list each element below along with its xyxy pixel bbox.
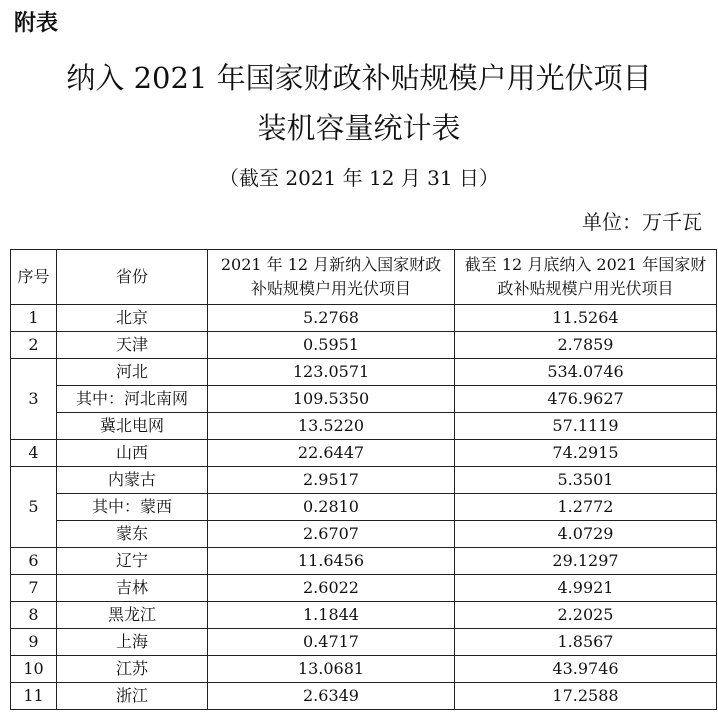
seq-cell: 4 xyxy=(11,440,57,467)
header-new-december xyxy=(208,250,455,305)
cumulative-cell: 74.2915 xyxy=(455,440,717,467)
table-row xyxy=(11,467,717,494)
new-december-cell: 2.6022 xyxy=(208,575,455,602)
province-cell: 其中：蒙西 xyxy=(57,494,208,521)
seq-cell: 7 xyxy=(11,575,57,602)
seq-cell: 11 xyxy=(11,683,57,710)
province-cell: 黑龙江 xyxy=(57,602,208,629)
cumulative-cell: 17.2588 xyxy=(455,683,717,710)
province-cell: 江苏 xyxy=(57,656,208,683)
new-december-cell: 123.0571 xyxy=(208,359,455,386)
cumulative-cell: 5.3501 xyxy=(455,467,717,494)
cumulative-cell: 1.8567 xyxy=(455,629,717,656)
seq-cell: 9 xyxy=(11,629,57,656)
appendix-label: 附表 xyxy=(14,11,59,36)
table-row xyxy=(11,575,717,602)
header-cumulative-line1: 截至 12 月底纳入 2021 年国家财 xyxy=(464,255,707,274)
new-december-cell: 109.5350 xyxy=(208,386,455,413)
province-cell: 上海 xyxy=(57,629,208,656)
capacity-table xyxy=(10,249,717,710)
table-row xyxy=(11,305,717,332)
table-row xyxy=(11,656,717,683)
cumulative-cell: 476.9627 xyxy=(455,386,717,413)
province-cell: 山西 xyxy=(57,440,208,467)
header-new-december-line1: 2021 年 12 月新纳入国家财政 xyxy=(220,255,442,274)
province-cell: 其中：河北南网 xyxy=(57,386,208,413)
new-december-cell: 0.2810 xyxy=(208,494,455,521)
new-december-cell: 2.6349 xyxy=(208,683,455,710)
cumulative-cell: 4.9921 xyxy=(455,575,717,602)
new-december-cell: 2.6707 xyxy=(208,521,455,548)
new-december-cell: 5.2768 xyxy=(208,305,455,332)
table-row xyxy=(11,494,717,521)
province-cell: 北京 xyxy=(57,305,208,332)
cumulative-cell: 29.1297 xyxy=(455,548,717,575)
province-cell: 浙江 xyxy=(57,683,208,710)
new-december-cell: 1.1844 xyxy=(208,602,455,629)
seq-cell: 2 xyxy=(11,332,57,359)
cumulative-cell: 2.2025 xyxy=(455,602,717,629)
unit-label: 单位：万千瓦 xyxy=(582,210,702,234)
table-row xyxy=(11,548,717,575)
province-cell: 辽宁 xyxy=(57,548,208,575)
table-header-row xyxy=(11,250,717,305)
province-cell: 蒙东 xyxy=(57,521,208,548)
table-row xyxy=(11,521,717,548)
province-cell: 天津 xyxy=(57,332,208,359)
table-row xyxy=(11,332,717,359)
new-december-cell: 22.6447 xyxy=(208,440,455,467)
new-december-cell: 13.5220 xyxy=(208,413,455,440)
table-row xyxy=(11,386,717,413)
table-row xyxy=(11,413,717,440)
table-row xyxy=(11,602,717,629)
header-new-december-line2: 补贴规模户用光伏项目 xyxy=(250,279,411,298)
table-row xyxy=(11,359,717,386)
seq-cell: 10 xyxy=(11,656,57,683)
header-cumulative-line2: 政补贴规模户用光伏项目 xyxy=(497,279,674,298)
table-row xyxy=(11,683,717,710)
new-december-cell: 13.0681 xyxy=(208,656,455,683)
province-cell: 冀北电网 xyxy=(57,413,208,440)
table-row xyxy=(11,440,717,467)
new-december-cell: 0.4717 xyxy=(208,629,455,656)
cumulative-cell: 57.1119 xyxy=(455,413,717,440)
seq-cell: 6 xyxy=(11,548,57,575)
title-line-1: 纳入 2021 年国家财政补贴规模户用光伏项目 xyxy=(66,61,652,95)
province-cell: 吉林 xyxy=(57,575,208,602)
seq-cell: 8 xyxy=(11,602,57,629)
new-december-cell: 0.5951 xyxy=(208,332,455,359)
seq-cell: 1 xyxy=(11,305,57,332)
new-december-cell: 11.6456 xyxy=(208,548,455,575)
subtitle-date: （截至 2021 年 12 月 31 日） xyxy=(219,166,499,190)
cumulative-cell: 1.2772 xyxy=(455,494,717,521)
new-december-cell: 2.9517 xyxy=(208,467,455,494)
cumulative-cell: 534.0746 xyxy=(455,359,717,386)
cumulative-cell: 4.0729 xyxy=(455,521,717,548)
province-cell: 内蒙古 xyxy=(57,467,208,494)
province-cell: 河北 xyxy=(57,359,208,386)
seq-cell: 5 xyxy=(11,467,57,548)
seq-cell: 3 xyxy=(11,359,57,440)
cumulative-cell: 43.9746 xyxy=(455,656,717,683)
table-row xyxy=(11,629,717,656)
cumulative-cell: 2.7859 xyxy=(455,332,717,359)
header-seq: 序号 xyxy=(11,250,57,305)
header-cumulative xyxy=(455,250,717,305)
header-province: 省份 xyxy=(57,250,208,305)
cumulative-cell: 11.5264 xyxy=(455,305,717,332)
title-line-2: 装机容量统计表 xyxy=(257,111,461,145)
